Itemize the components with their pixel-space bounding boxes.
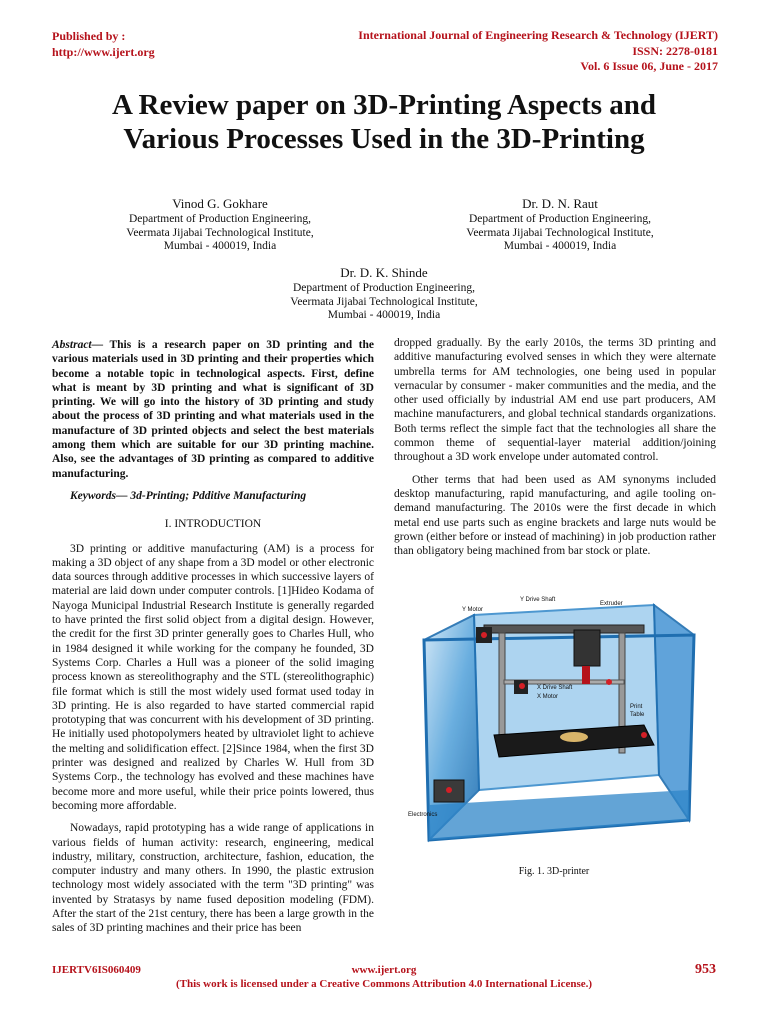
label-print: Print (630, 704, 643, 710)
intro-paragraph-3: dropped gradually. By the early 2010s, the terms 3D printing and additive manufacturing evolved senses in which they were alternate umbrella terms for AM technologies, one being used in popular vernacular by consumer - maker communities and the media, and the other used officially by industrial AM end use part producers, AM machine manufacturers, and global technical standards organizations. Both terms reflect the simple fact that the technologies all share the common theme of sequential-layer material addition/joining throughout a 3D work envelope under automated control. (394, 337, 716, 464)
abstract-paragraph (52, 338, 374, 481)
label-y-motor: Y Motor (462, 607, 483, 613)
publisher-url-link[interactable]: http://www.ijert.org (52, 45, 155, 59)
footer-paper-id: IJERTV6IS060409 (52, 964, 141, 976)
label-extruder: Extruder (600, 601, 623, 607)
footer-license: (This work is licensed under a Creative Commons Attribution 4.0 International License.) (175, 978, 593, 990)
abstract-text: This is a research paper on 3D printing and the various materials used in 3D printing and their properties which become a notable topic in technological aspects. First, define what is meant by 3D printing and what is significant of 3D printing. We will go into the history of 3D printing and study about the process of 3D printing and what materials used in the manufacture of 3D printed objects and select the best materials among them which are suitable for our 3D printing machine. Also, see the advantages of 3D printing as compared to additive manufacturing. (52, 339, 374, 480)
footer (0, 962, 768, 992)
printer-illustration (424, 605, 694, 840)
section-heading-introduction: I. INTRODUCTION (164, 518, 262, 531)
author-inst: Veermata Jijabai Technological Institute, (126, 226, 314, 239)
author-name: Dr. D. K. Shinde (340, 265, 428, 280)
label-x-drive-shaft: X Drive Shaft (537, 685, 573, 691)
author-block-1 (60, 195, 380, 254)
intro-paragraph-1: 3D printing or additive manufacturing (AM) is a process for making a 3D object of any shape from a 3D model or other electronic data sources through additive processes in which successive layers of material are laid down under computer controls. [1]Hideo Kodama of Nayoga Municipal Industrial Research Institute is generally regarded to have printed the first solid object from a digital design. However, the credit for the first 3D printer generally goes to Charles Hull, who in 1984 designed it while working for the company he founded, 3D Systems Corp. Charles a Hull was a pioneer of the solid imaging process known as stereolithography and the STL (stereolithographic) file format which is still the most widely used format used today in 3D printing. He is also regarded to have started commercial rapid prototyping that was concurrent with his development of 3D printing. He initially used photopolymers heated by ultraviolet light to achieve the melting and solidification effect. [2]Since 1984, when the first 3D printer was designed and realized by Charles W. Hull from 3D Systems Corp., the technology has evolved and these machines have become more and more useful, while their price points lowered, thus becoming more affordable. (52, 542, 374, 812)
keywords: Keywords— 3d-Printing; Pdditive Manufacturing (70, 489, 307, 502)
footer-url-link[interactable]: www.ijert.org (351, 964, 417, 976)
journal-issn: ISSN: 2278-0181 (632, 43, 718, 58)
author-inst: Veermata Jijabai Technological Institute, (466, 226, 654, 239)
figure-3d-printer (404, 585, 704, 855)
author-name: Vinod G. Gokhare (172, 196, 268, 211)
author-name: Dr. D. N. Raut (522, 196, 598, 211)
published-by-label: Published by : (52, 29, 126, 43)
author-dept: Department of Production Engineering, (128, 213, 312, 225)
author-block-3 (224, 264, 544, 323)
header-journal (358, 28, 718, 75)
page-number: 953 (695, 962, 716, 977)
right-column (394, 336, 716, 566)
left-column (52, 338, 374, 944)
intro-paragraph-2: Nowadays, rapid prototyping has a wide range of applications in various fields of human activity: research, engineering, medical industry, military, construction, architecture, fashion, education, the computer industry and many others. In 1990, the plastic extrusion technology most widely associated with the term "3D printing" was invented by Stratasys by name fused deposition modeling (FDM). After the start of the 21st century, there has been a large growth in the sales of 3D printing machines and their price has been (52, 822, 374, 935)
journal-volume: Vol. 6 Issue 06, June - 2017 (580, 59, 718, 73)
label-table: Table (630, 712, 645, 718)
author-block-2 (400, 195, 720, 254)
header-publisher (52, 28, 155, 60)
label-electronics: Electronics (408, 812, 438, 818)
author-addr: Mumbai - 400019, India (163, 240, 277, 252)
author-addr: Mumbai - 400019, India (327, 309, 441, 321)
abstract-label: Abstract— (52, 339, 104, 351)
paper-title (40, 88, 728, 156)
label-x-motor: X Motor (537, 694, 559, 700)
title-line-1: A Review paper on 3D-Printing Aspects and (111, 89, 657, 121)
figure-caption: Fig. 1. 3D-printer (518, 866, 590, 877)
title-line-2: Various Processes Used in the 3D-Printing (123, 123, 645, 155)
author-inst: Veermata Jijabai Technological Institute, (290, 295, 478, 308)
journal-name: International Journal of Engineering Research & Technology (IJERT) (358, 28, 718, 42)
author-addr: Mumbai - 400019, India (503, 240, 617, 252)
label-y-drive-shaft: Y Drive Shaft (520, 597, 556, 603)
author-dept: Department of Production Engineering, (468, 213, 652, 225)
intro-paragraph-4: Other terms that had been used as AM synonyms included desktop manufacturing, rapid manufacturing, and agile tooling on-demand manufacturing. The 2010s were the first decade in which metal end use parts such as engine brackets and large nuts would be grown (either before or instead of machining) in job production rather than obligatory being machined from bar stock or plate. (394, 473, 716, 558)
author-dept: Department of Production Engineering, (292, 282, 476, 294)
